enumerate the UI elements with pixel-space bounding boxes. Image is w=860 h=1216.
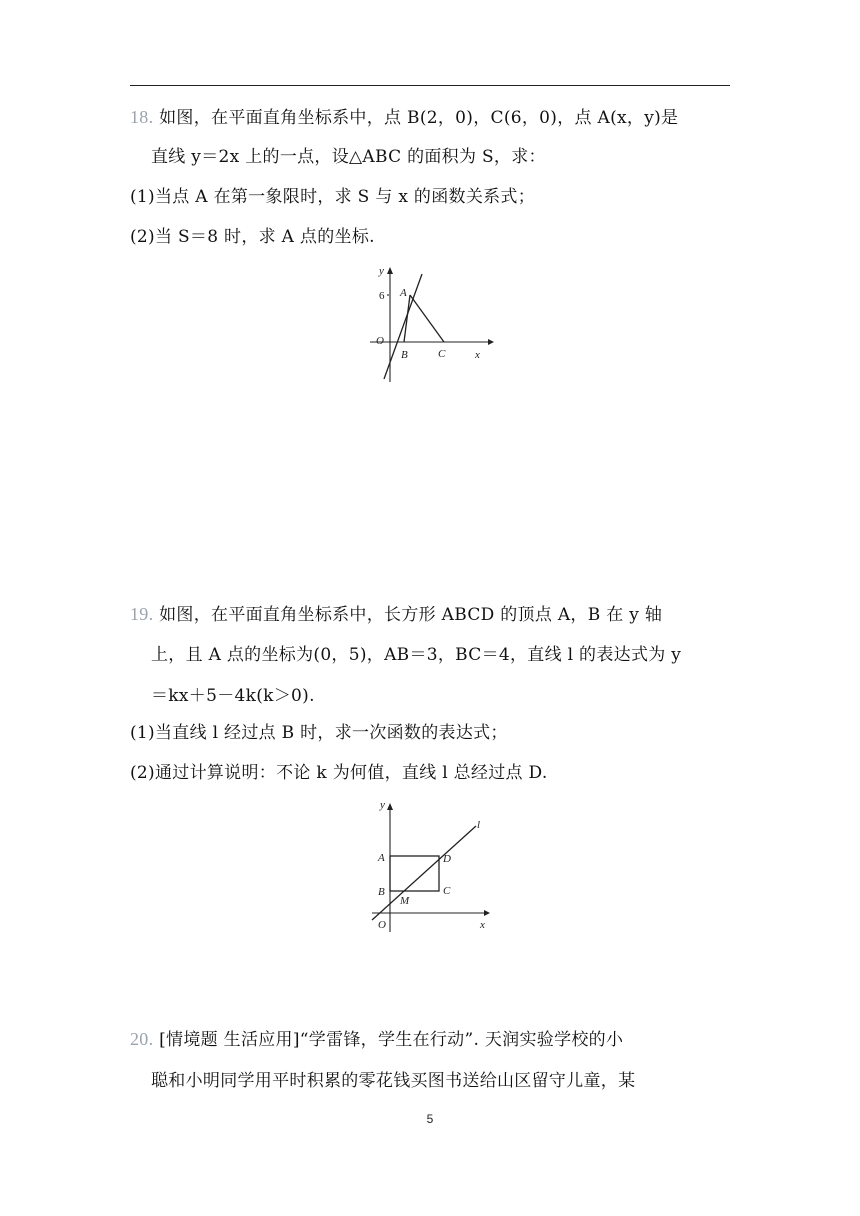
q19-label-d: D [443, 853, 451, 865]
q20-text-1: [情境题 生活应用]“学雷锋，学生在行动”. 天润实验学校的小 [159, 1030, 624, 1050]
q18-label-o: O [376, 335, 384, 347]
q20-line-1 [130, 1027, 623, 1052]
q18-label-x: x [475, 349, 480, 361]
q19-label-b: B [378, 886, 385, 898]
q18-part-2: (2)当 S＝8 时，求 A 点的坐标. [130, 227, 375, 247]
q18-segment-ac [410, 295, 444, 342]
header-rule [130, 85, 730, 86]
q18-label-b: B [401, 349, 408, 361]
q18-figure [360, 262, 500, 384]
q19-number: 19. [130, 604, 154, 624]
q19-label-l: l [477, 819, 481, 831]
q18-line-1 [130, 105, 678, 130]
q19-x-arrow [484, 910, 490, 916]
q19-figure [362, 796, 498, 936]
q18-label-a: A [400, 287, 407, 299]
q19-part-2: (2)通过计算说明：不论 k 为何值，直线 l 总经过点 D. [130, 763, 548, 783]
q19-label-x: x [480, 919, 485, 931]
q19-label-o: O [378, 919, 386, 931]
q18-segment-ab [404, 295, 410, 342]
q18-y-arrow [387, 267, 393, 274]
q19-line-2: 上，且 A 点的坐标为(0，5)，AB＝3，BC＝4，直线 l 的表达式为 y [151, 645, 682, 665]
q19-rectangle-abcd [390, 856, 439, 891]
q19-text-1: 如图，在平面直角坐标系中，长方形 ABCD 的顶点 A，B 在 y 轴 [159, 605, 663, 625]
q18-part-1: (1)当点 A 在第一象限时，求 S 与 x 的函数关系式； [130, 187, 536, 207]
q19-label-y: y [380, 799, 385, 811]
q18-label-6: 6 [379, 290, 385, 302]
q19-label-c: C [443, 885, 451, 897]
q18-label-c: C [438, 348, 446, 360]
q19-y-arrow [387, 803, 393, 810]
q18-line-2: 直线 y＝2x 上的一点，设△ABC 的面积为 S，求： [151, 147, 546, 167]
q20-line-2: 聪和小明同学用平时积累的零花钱买图书送给山区留守儿童，某 [151, 1071, 636, 1091]
page-number: 5 [426, 1112, 434, 1126]
q19-label-a: A [378, 852, 385, 864]
q19-line-1 [130, 602, 662, 627]
q19-line-l [372, 826, 476, 920]
q19-label-m: M [400, 895, 410, 907]
q18-label-y: y [379, 265, 384, 277]
q20-number: 20. [130, 1029, 154, 1049]
q18-text-1: 如图，在平面直角坐标系中，点 B(2，0)，C(6，0)，点 A(x，y)是 [159, 108, 679, 128]
q19-line-3: ＝kx＋5－4k(k＞0). [151, 686, 315, 706]
q19-part-1: (1)当直线 l 经过点 B 时，求一次函数的表达式； [130, 723, 508, 743]
q18-number: 18. [130, 107, 154, 127]
q18-x-arrow [488, 339, 494, 345]
